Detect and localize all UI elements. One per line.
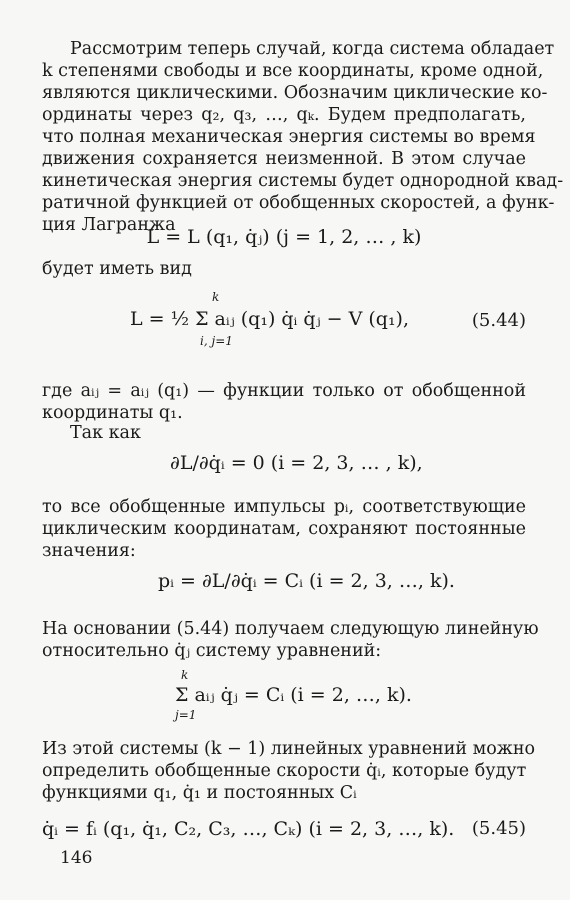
para5-line: определить обобщенные скорости q̇ᵢ, которые будут bbox=[42, 761, 527, 781]
para4-line: На основании (5.44) получаем следующую линейную bbox=[42, 619, 539, 639]
para1-line: ратичной функцией от обобщенных скоростей, а функ- bbox=[42, 193, 555, 213]
para1-line: k степенями свободы и все координаты, кроме одной, bbox=[42, 61, 544, 81]
sum-upper-limit: k bbox=[181, 668, 189, 682]
page-number: 146 bbox=[60, 848, 93, 868]
sum-lower-limit: j=1 bbox=[175, 708, 197, 722]
sum-upper-limit: k bbox=[212, 290, 220, 304]
para3-line: циклическим координатам, сохраняют постоянные bbox=[42, 519, 526, 539]
para1-line: Рассмотрим теперь случай, когда система обладает bbox=[70, 39, 555, 59]
equation-5-45: q̇ᵢ = fᵢ (q₁, q̇₁, C₂, C₃, …, Cₖ) (i = 2, 3, …, k). bbox=[42, 818, 455, 840]
para1-line: являются циклическими. Обозначим циклические ко- bbox=[42, 83, 548, 103]
para1-line: ция Лагранжа bbox=[42, 215, 176, 235]
para1-line: ординаты через q₂, q₃, …, qₖ. Будем предполагать, bbox=[42, 105, 526, 125]
para3-line: значения: bbox=[42, 541, 136, 561]
equation-lagrangian: L = L (q₁, q̇ⱼ) (j = 1, 2, … , k) bbox=[146, 226, 422, 248]
text-tak-kak: Так как bbox=[70, 423, 141, 443]
equation-sum bbox=[175, 668, 435, 726]
para1-line: что полная механическая энергия системы во время bbox=[42, 127, 536, 147]
equation-number-5-44: (5.44) bbox=[471, 310, 526, 331]
equation-momentum: pᵢ = ∂L/∂q̇ᵢ = Cᵢ (i = 2, 3, …, k). bbox=[158, 570, 455, 592]
equation-dl-dq: ∂L/∂q̇ᵢ = 0 (i = 2, 3, … , k), bbox=[170, 452, 423, 474]
equation-5-44 bbox=[130, 290, 430, 350]
sum-lower-limit: i, j=1 bbox=[200, 334, 233, 348]
para3-line: то все обобщенные импульсы pᵢ, соответствующие bbox=[42, 497, 526, 517]
para2-line: координаты q₁. bbox=[42, 403, 183, 423]
equation-5-44-body: L = ½ Σ aᵢⱼ (q₁) q̇ᵢ q̇ⱼ − V (q₁), bbox=[130, 308, 410, 330]
para5-line: Из этой системы (k − 1) линейных уравнений можно bbox=[42, 739, 536, 759]
text-budet-imet-vid: будет иметь вид bbox=[42, 259, 192, 279]
para4-line: относительно q̇ⱼ систему уравнений: bbox=[42, 641, 382, 661]
para1-line: кинетическая энергия системы будет однородной квад- bbox=[42, 171, 564, 191]
para1-line: движения сохраняется неизменной. В этом случае bbox=[42, 149, 526, 169]
para5-line: функциями q₁, q̇₁ и постоянных Cᵢ bbox=[42, 783, 357, 803]
para2-line: где aᵢⱼ = aᵢⱼ (q₁) — функции только от обобщенной bbox=[42, 381, 526, 401]
equation-number-5-45: (5.45) bbox=[471, 818, 526, 839]
equation-sum-body: Σ aᵢⱼ q̇ⱼ = Cᵢ (i = 2, …, k). bbox=[175, 684, 412, 706]
